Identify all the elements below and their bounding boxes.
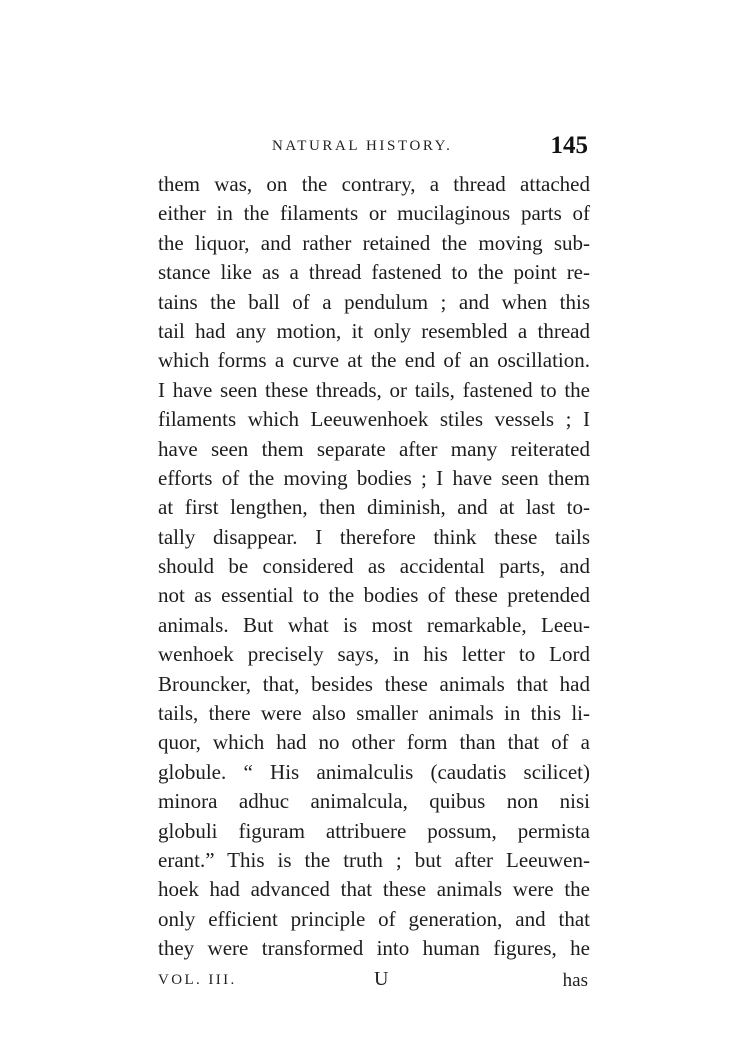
body-text: [158, 170, 590, 964]
text-line: which forms a curve at the end of an oscillation.: [158, 348, 590, 373]
volume-signature: VOL. III.: [158, 972, 237, 988]
text-line: quor, which had no other form than that of a: [158, 730, 590, 755]
text-line: Brouncker, that, besides these animals that had: [158, 671, 590, 696]
text-line: stance like as a thread fastened to the point re-: [158, 260, 590, 285]
text-line: minora adhuc animalcula, quibus non nisi: [158, 789, 590, 814]
sheet-mark: U: [374, 968, 389, 990]
text-line: efforts of the moving bodies ; I have seen them: [158, 465, 590, 490]
running-title: NATURAL HISTORY.: [272, 138, 453, 154]
text-line: tail had any motion, it only resembled a thread: [158, 318, 590, 343]
text-line: they were transformed into human figures, he: [158, 936, 590, 961]
catchword: has: [562, 970, 588, 991]
text-line: erant.” This is the truth ; but after Leeuwen-: [158, 847, 590, 872]
text-line: them was, on the contrary, a thread attached: [158, 172, 590, 196]
text-line: tains the ball of a pendulum ; and when this: [158, 289, 590, 314]
page-foot: [158, 968, 590, 998]
text-line: tails, there were also smaller animals in this li-: [158, 701, 590, 726]
text-line: animals. But what is most remarkable, Leeu-: [158, 612, 590, 637]
text-line: globuli figuram attribuere possum, permista: [158, 818, 590, 843]
text-line: not as essential to the bodies of these pretended: [158, 583, 590, 608]
text-line: the liquor, and rather retained the moving sub-: [158, 230, 590, 255]
text-line: I have seen these threads, or tails, fastened to the: [158, 377, 590, 402]
text-line: tally disappear. I therefore think these tails: [158, 524, 590, 549]
text-line: either in the filaments or mucilaginous parts of: [158, 201, 590, 226]
text-line: globule. “ His animalculis (caudatis scilicet): [158, 759, 590, 784]
text-line: should be considered as accidental parts, and: [158, 554, 590, 579]
running-head: [158, 132, 590, 166]
text-line: have seen them separate after many reiterated: [158, 436, 590, 461]
text-line: at first lengthen, then diminish, and at last to-: [158, 495, 590, 520]
page-number: 145: [550, 132, 588, 159]
text-line: hoek had advanced that these animals were the: [158, 877, 590, 902]
text-line: filaments which Leeuwenhoek stiles vessels ; I: [158, 407, 590, 432]
text-line: wenhoek precisely says, in his letter to Lord: [158, 642, 590, 667]
text-line: only efficient principle of generation, and that: [158, 906, 590, 931]
